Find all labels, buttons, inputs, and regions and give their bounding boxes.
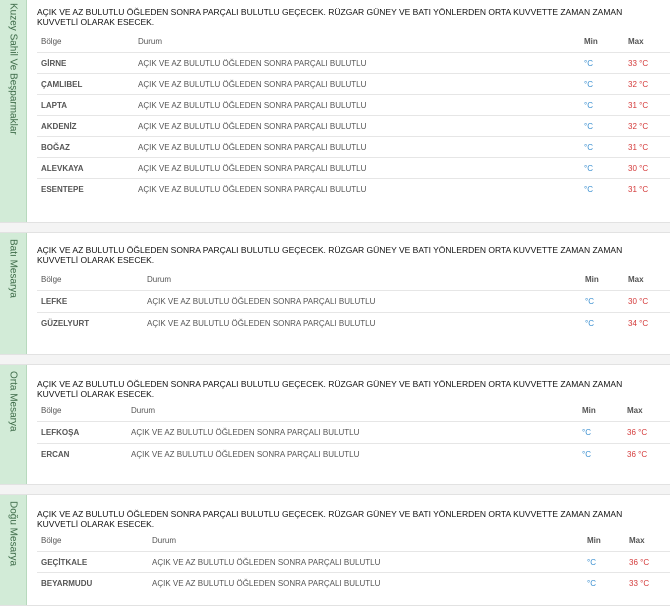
table-row: [37, 443, 670, 465]
region-group-label: Batı Mesarya: [7, 239, 19, 298]
region-name: BEYARMUDU: [41, 579, 93, 588]
forecast-panel-kuzey-sahil: [0, 0, 670, 223]
header-condition: Durum: [152, 536, 177, 545]
max-temp: 30 °C: [628, 297, 649, 306]
table-header: [37, 31, 670, 52]
min-temp: °C: [585, 297, 594, 306]
table-header: [37, 269, 670, 290]
region-group-tab: [0, 0, 27, 222]
table-row: [37, 572, 670, 594]
min-temp: °C: [584, 143, 593, 152]
condition-text: AÇIK VE AZ BULUTLU ÖĞLEDEN SONRA PARÇALI BULUTLU: [147, 297, 376, 306]
max-temp: 36 °C: [627, 450, 648, 459]
min-temp: °C: [587, 558, 596, 567]
max-temp: 33 °C: [629, 579, 650, 588]
region-name: GİRNE: [41, 59, 67, 68]
condition-text: AÇIK VE AZ BULUTLU ÖĞLEDEN SONRA PARÇALI BULUTLU: [138, 143, 367, 152]
min-temp: °C: [582, 428, 591, 437]
max-temp: 33 °C: [628, 59, 649, 68]
max-temp: 34 °C: [628, 319, 649, 328]
table-row: [37, 157, 670, 179]
table-row: [37, 136, 670, 158]
region-group-label: Doğu Mesarya: [7, 501, 19, 567]
header-region: Bölge: [41, 37, 62, 46]
min-temp: °C: [582, 450, 591, 459]
condition-text: AÇIK VE AZ BULUTLU ÖĞLEDEN SONRA PARÇALI BULUTLU: [138, 185, 367, 194]
table-row: [37, 52, 670, 74]
header-region: Bölge: [41, 536, 62, 545]
header-max: Max: [628, 37, 644, 46]
table-header: [37, 530, 670, 551]
forecast-panel-bati-mesarya: [0, 232, 670, 355]
header-max: Max: [629, 536, 645, 545]
table-row: [37, 94, 670, 116]
header-condition: Durum: [147, 275, 172, 284]
max-temp: 32 °C: [628, 80, 649, 89]
condition-text: AÇIK VE AZ BULUTLU ÖĞLEDEN SONRA PARÇALI BULUTLU: [131, 428, 360, 437]
max-temp: 31 °C: [628, 101, 649, 110]
header-max: Max: [628, 275, 644, 284]
region-name: BOĞAZ: [41, 143, 70, 152]
region-name: LEFKE: [41, 297, 68, 306]
table-row: [37, 290, 670, 312]
header-condition: Durum: [138, 37, 163, 46]
forecast-description: AÇIK VE AZ BULUTLU ÖĞLEDEN SONRA PARÇALI BULUTLU GEÇECEK. RÜZGAR GÜNEY VE BATI YÖNLERDEN ORTA KUVVETTE ZAMAN ZAMAN KUVVETLİ OLARAK ESECEK.: [37, 379, 623, 399]
table-row: [37, 115, 670, 137]
condition-text: AÇIK VE AZ BULUTLU ÖĞLEDEN SONRA PARÇALI BULUTLU: [131, 450, 360, 459]
condition-text: AÇIK VE AZ BULUTLU ÖĞLEDEN SONRA PARÇALI BULUTLU: [147, 319, 376, 328]
region-name: AKDENİZ: [41, 122, 77, 131]
header-min: Min: [582, 406, 596, 415]
table-header: [37, 400, 670, 421]
table-row: [37, 421, 670, 443]
header-max: Max: [627, 406, 643, 415]
min-temp: °C: [584, 164, 593, 173]
min-temp: °C: [584, 59, 593, 68]
region-group-tab: [0, 365, 27, 484]
min-temp: °C: [584, 80, 593, 89]
forecast-panel-orta-mesarya: [0, 364, 670, 485]
header-condition: Durum: [131, 406, 156, 415]
condition-text: AÇIK VE AZ BULUTLU ÖĞLEDEN SONRA PARÇALI BULUTLU: [152, 558, 381, 567]
condition-text: AÇIK VE AZ BULUTLU ÖĞLEDEN SONRA PARÇALI BULUTLU: [152, 579, 381, 588]
condition-text: AÇIK VE AZ BULUTLU ÖĞLEDEN SONRA PARÇALI BULUTLU: [138, 80, 367, 89]
region-name: LEFKOŞA: [41, 428, 80, 437]
min-temp: °C: [584, 122, 593, 131]
region-name: ERCAN: [41, 450, 70, 459]
max-temp: 36 °C: [629, 558, 650, 567]
min-temp: °C: [585, 319, 594, 328]
max-temp: 30 °C: [628, 164, 649, 173]
condition-text: AÇIK VE AZ BULUTLU ÖĞLEDEN SONRA PARÇALI BULUTLU: [138, 59, 367, 68]
header-min: Min: [585, 275, 599, 284]
region-name: ESENTEPE: [41, 185, 84, 194]
region-group-tab: [0, 233, 27, 354]
region-group-label: Kuzey Sahil Ve Beşparmaklar: [7, 3, 19, 135]
region-name: ÇAMLIBEL: [41, 80, 83, 89]
forecast-description: AÇIK VE AZ BULUTLU ÖĞLEDEN SONRA PARÇALI BULUTLU GEÇECEK. RÜZGAR GÜNEY VE BATI YÖNLERDEN ORTA KUVVETTE ZAMAN ZAMAN KUVVETLİ OLARAK ESECEK.: [37, 7, 623, 27]
region-name: GEÇİTKALE: [41, 558, 88, 567]
region-name: GÜZELYURT: [41, 319, 90, 328]
max-temp: 31 °C: [628, 185, 649, 194]
table-row: [37, 178, 670, 200]
forecast-description: AÇIK VE AZ BULUTLU ÖĞLEDEN SONRA PARÇALI BULUTLU GEÇECEK. RÜZGAR GÜNEY VE BATI YÖNLERDEN ORTA KUVVETTE ZAMAN ZAMAN KUVVETLİ OLARAK ESECEK.: [37, 245, 623, 265]
min-temp: °C: [587, 579, 596, 588]
condition-text: AÇIK VE AZ BULUTLU ÖĞLEDEN SONRA PARÇALI BULUTLU: [138, 101, 367, 110]
region-name: ALEVKAYA: [41, 164, 84, 173]
max-temp: 32 °C: [628, 122, 649, 131]
max-temp: 36 °C: [627, 428, 648, 437]
table-row: [37, 551, 670, 573]
table-row: [37, 312, 670, 334]
header-min: Min: [584, 37, 598, 46]
condition-text: AÇIK VE AZ BULUTLU ÖĞLEDEN SONRA PARÇALI BULUTLU: [138, 164, 367, 173]
header-region: Bölge: [41, 275, 62, 284]
header-region: Bölge: [41, 406, 62, 415]
region-name: LAPTA: [41, 101, 68, 110]
table-row: [37, 73, 670, 95]
header-min: Min: [587, 536, 601, 545]
condition-text: AÇIK VE AZ BULUTLU ÖĞLEDEN SONRA PARÇALI BULUTLU: [138, 122, 367, 131]
max-temp: 31 °C: [628, 143, 649, 152]
forecast-description: AÇIK VE AZ BULUTLU ÖĞLEDEN SONRA PARÇALI BULUTLU GEÇECEK. RÜZGAR GÜNEY VE BATI YÖNLERDEN ORTA KUVVETTE ZAMAN ZAMAN KUVVETLİ OLARAK ESECEK.: [37, 509, 623, 529]
forecast-panel-dogu-mesarya: [0, 494, 670, 606]
min-temp: °C: [584, 185, 593, 194]
region-group-tab: [0, 495, 27, 605]
min-temp: °C: [584, 101, 593, 110]
region-group-label: Orta Mesarya: [7, 371, 19, 432]
